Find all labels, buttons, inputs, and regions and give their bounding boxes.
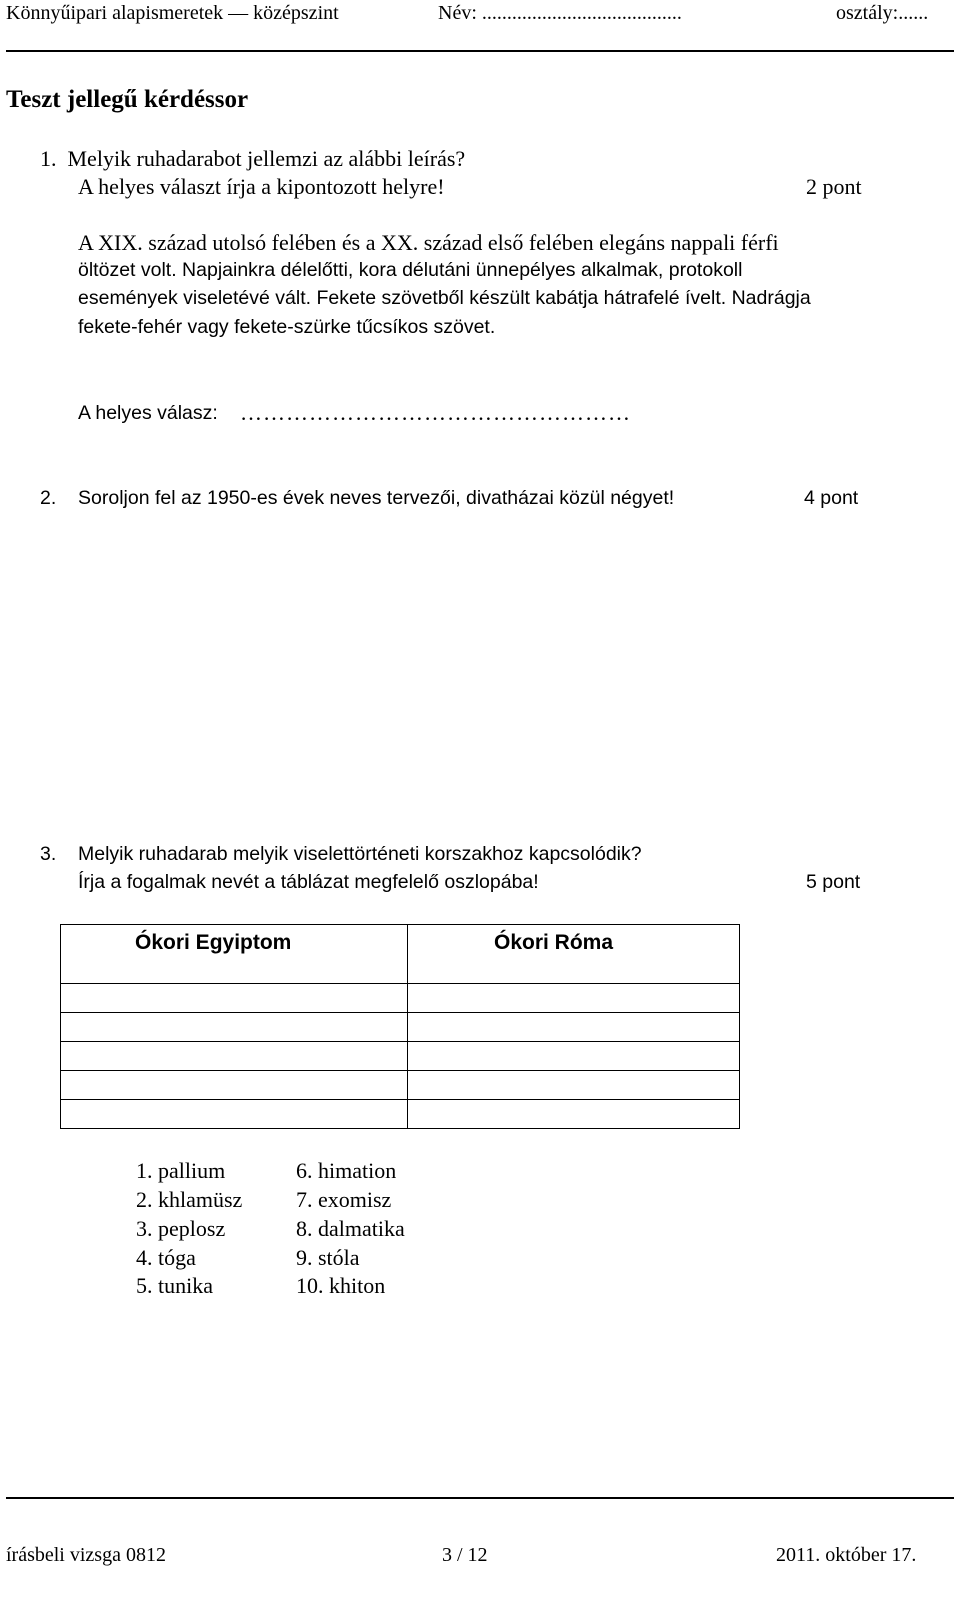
table-cell-rome[interactable] (408, 1042, 740, 1071)
table-row (61, 1042, 740, 1071)
q2-text: Soroljon fel az 1950-es évek neves tervezői, divatházai közül négyet! (78, 487, 675, 509)
q3-number: 3. (40, 843, 57, 865)
footer-exam: írásbeli vizsga 0812 (6, 1544, 166, 1566)
table-header-row (61, 925, 740, 984)
q1-line2: A helyes választ írja a kipontozott helyre! (78, 174, 445, 199)
table-cell-rome[interactable] (408, 1013, 740, 1042)
q1-answer-label: A helyes válasz: (78, 402, 218, 424)
option-item: 10. khiton (296, 1273, 386, 1298)
q1-para-line1: A XIX. század utolsó felében és a XX. század első felében elegáns nappali férfi (78, 230, 779, 255)
table-cell-rome[interactable] (408, 1071, 740, 1100)
table-cell-egypt[interactable] (61, 1071, 408, 1100)
q1-para-line4: fekete-fehér vagy fekete-szürke tűcsíkos szövet. (78, 316, 496, 338)
table-cell-egypt[interactable] (61, 1100, 408, 1129)
table-cell-rome[interactable] (408, 984, 740, 1013)
header-class-field: osztály:...... (836, 2, 929, 24)
option-item: 4. tóga (136, 1245, 196, 1270)
option-item: 2. khlamüsz (136, 1187, 243, 1212)
q1-para-line3: események viseletévé vált. Fekete szövetből készült kabátja hátrafelé ívelt. Nadrágja (78, 287, 811, 309)
table-row (61, 1100, 740, 1129)
option-item: 1. pallium (136, 1158, 226, 1183)
option-item: 8. dalmatika (296, 1216, 405, 1241)
table-row (61, 984, 740, 1013)
answer-table (60, 924, 740, 1129)
q1-para-line2: öltözet volt. Napjainkra délelőtti, kora délutáni ünnepélyes alkalmak, protokoll (78, 259, 743, 281)
footer-date: 2011. október 17. (776, 1544, 917, 1566)
table-cell-rome[interactable] (408, 1100, 740, 1129)
q1-line1: 1. Melyik ruhadarabot jellemzi az alábbi leírás? (40, 146, 466, 171)
header-rule (6, 50, 954, 52)
table-row (61, 1071, 740, 1100)
header-name-field: Név: ........................................ (438, 2, 682, 24)
table-row (61, 1013, 740, 1042)
option-item: 6. himation (296, 1158, 397, 1183)
table-cell-egypt[interactable] (61, 1013, 408, 1042)
header-title: Könnyűipari alapismeretek — középszint (6, 2, 339, 24)
option-item: 7. exomisz (296, 1187, 392, 1212)
footer-rule (6, 1497, 954, 1499)
q2-points: 4 pont (804, 487, 859, 509)
footer-page: 3 / 12 (442, 1544, 488, 1566)
section-title: Teszt jellegű kérdéssor (6, 86, 249, 113)
q2-number: 2. (40, 487, 57, 509)
option-item: 3. peplosz (136, 1216, 226, 1241)
q1-answer-field[interactable]: …………………………………………… (240, 400, 631, 425)
table-header-rome: Ókori Róma (408, 925, 740, 984)
option-item: 9. stóla (296, 1245, 360, 1270)
q1-points: 2 pont (806, 174, 862, 199)
q3-line1: Melyik ruhadarab melyik viselettörténeti korszakhoz kapcsolódik? (78, 843, 642, 865)
table-header-egypt: Ókori Egyiptom (61, 925, 408, 984)
option-item: 5. tunika (136, 1273, 213, 1298)
q3-line2: Írja a fogalmak nevét a táblázat megfelelő oszlopába! (78, 871, 539, 893)
q3-points: 5 pont (806, 871, 861, 893)
table-cell-egypt[interactable] (61, 984, 408, 1013)
table-cell-egypt[interactable] (61, 1042, 408, 1071)
